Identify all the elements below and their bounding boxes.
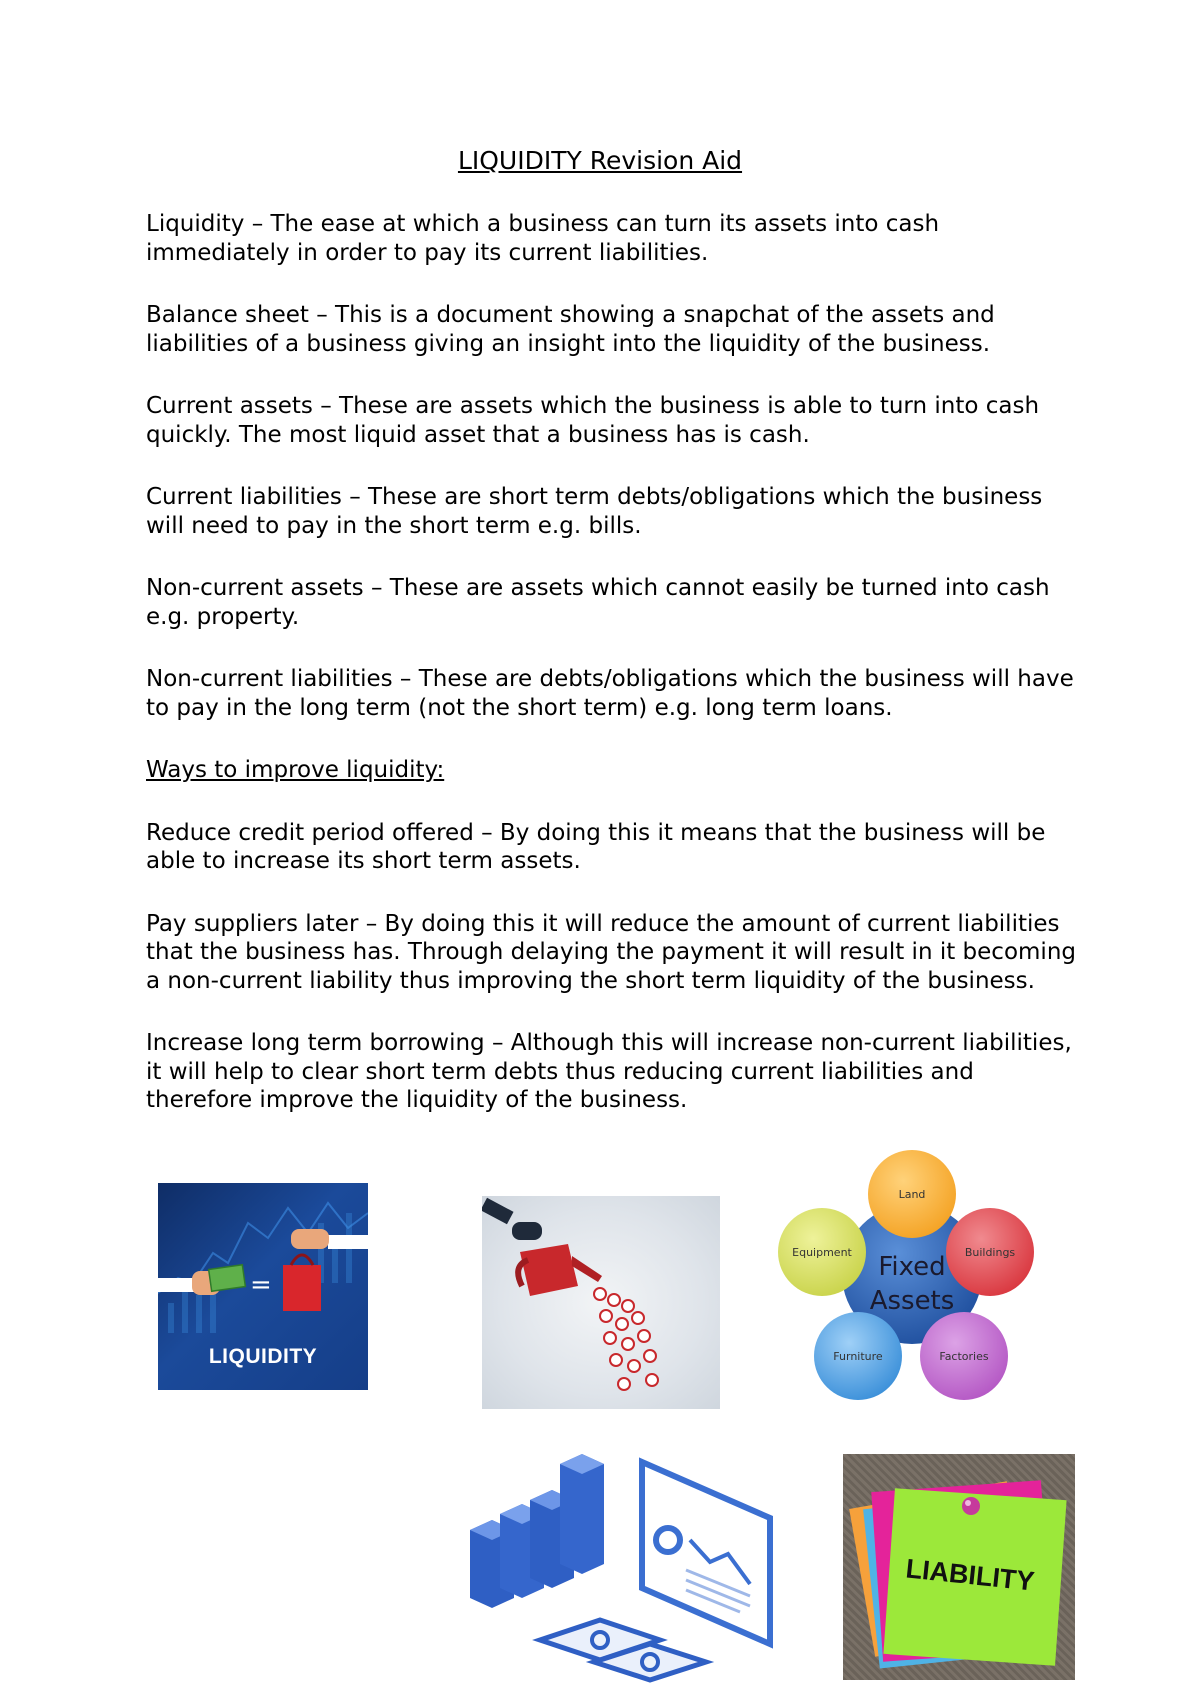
bubble-equipment: Equipment bbox=[792, 1246, 852, 1259]
fixed-assets-diagram bbox=[770, 1150, 1050, 1410]
definition-current-liabilities: Current liabilities – These are short term debts/obligations which the business will need to pay in the short term e.g. bills. bbox=[146, 484, 1043, 539]
liquidity-image bbox=[158, 1183, 368, 1390]
liability-note-image bbox=[843, 1454, 1075, 1680]
definition-non-current-assets: Non-current assets – These are assets which cannot easily be turned into cash e.g. property. bbox=[146, 575, 1050, 630]
way-pay-suppliers-later: Pay suppliers later – By doing this it will reduce the amount of current liabilities that the business has. Through delaying the payment it will result in it becoming a non-current liability thus improving the short term liquidity of the business. bbox=[146, 910, 1076, 994]
isometric-chart-image bbox=[470, 1444, 785, 1684]
equals-sign: = bbox=[250, 1270, 272, 1300]
bubble-land: Land bbox=[898, 1188, 926, 1201]
liquidity-caption: LIQUIDITY bbox=[208, 1345, 318, 1368]
assets-label: Assets bbox=[869, 1286, 955, 1316]
definition-non-current-liabilities: Non-current liabilities – These are debts/obligations which the business will have to pay in the long term (not the short term) e.g. long term loans. bbox=[146, 666, 1074, 721]
page-title: LIQUIDITY Revision Aid bbox=[457, 146, 743, 175]
definition-balance-sheet: Balance sheet – This is a document showing a snapchat of the assets and liabilities of a business giving an insight into the liquidity of the business. bbox=[146, 302, 995, 357]
bubble-buildings: Buildings bbox=[964, 1246, 1016, 1259]
ways-heading: Ways to improve liquidity: bbox=[146, 757, 445, 783]
watering-can-image bbox=[482, 1196, 720, 1409]
watering-can-icon bbox=[482, 1196, 720, 1409]
isometric-chart-icon bbox=[470, 1444, 785, 1684]
way-long-term-borrowing: Increase long term borrowing – Although this will increase non-current liabilities, it will help to clear short term debts thus reducing current liabilities and therefore improve the liquidity of the business. bbox=[146, 1030, 1072, 1113]
bubble-furniture: Furniture bbox=[833, 1350, 883, 1363]
definition-current-assets: Current assets – These are assets which the business is able to turn into cash quickly. The most liquid asset that a business has is cash. bbox=[146, 393, 1040, 448]
way-reduce-credit: Reduce credit period offered – By doing this it means that the business will be able to increase its short term assets. bbox=[146, 819, 1046, 874]
fixed-label: Fixed bbox=[878, 1252, 946, 1282]
liability-caption: LIABILITY bbox=[904, 1553, 1036, 1597]
definition-liquidity: Liquidity – The ease at which a business can turn its assets into cash immediately in order to pay its current liabilities. bbox=[146, 211, 940, 266]
document-body bbox=[146, 210, 1086, 1149]
bubble-factories: Factories bbox=[939, 1350, 989, 1363]
fixed-assets-center-label bbox=[862, 1250, 962, 1318]
